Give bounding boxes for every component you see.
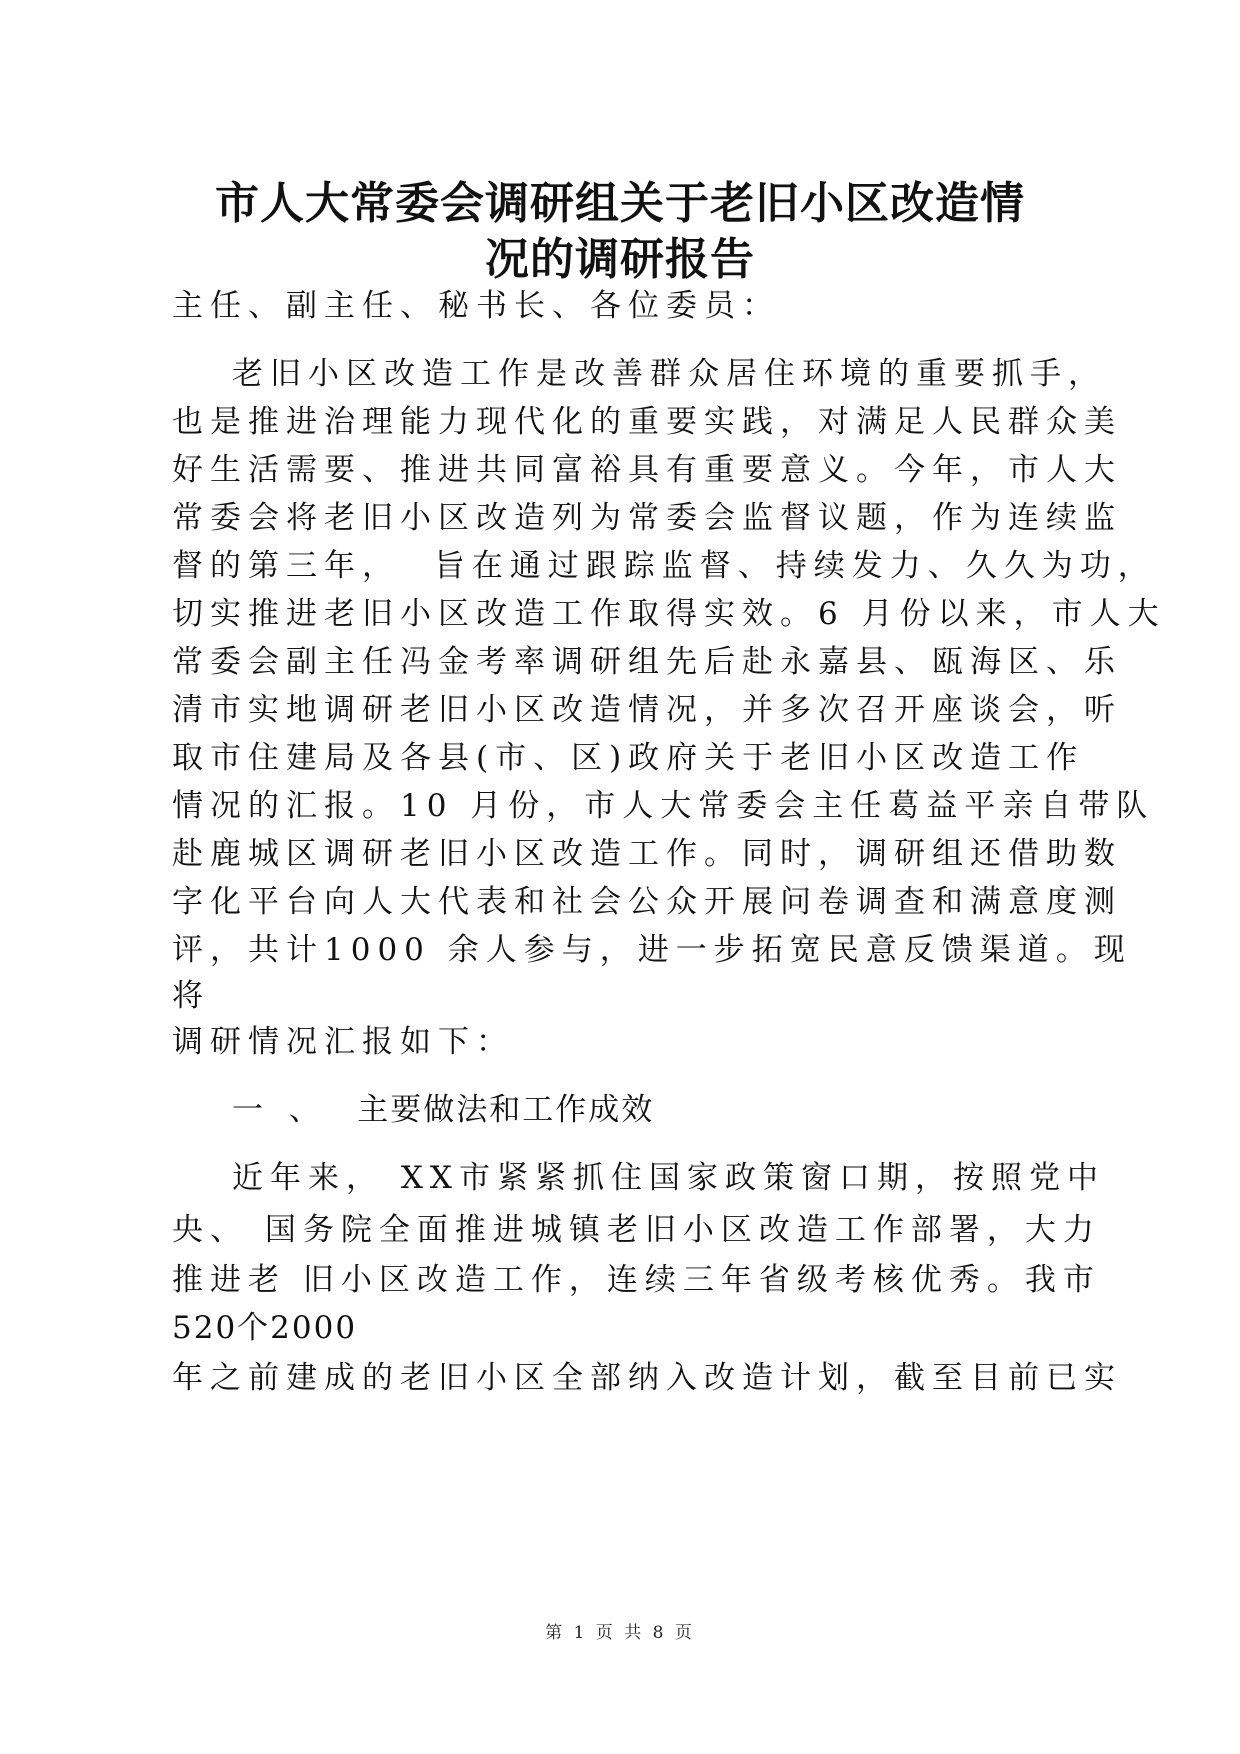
paragraph1-line: 取市住建局及各县(市、区)政府关于老旧小区改造工作 bbox=[172, 740, 1085, 776]
paragraph1-line: 切实推进老旧小区改造工作取得实效。6 月份以来，市人大 bbox=[172, 596, 1166, 632]
paragraph1-line: 好生活需要、推进共同富裕具有重要意义。今年，市人大 bbox=[172, 452, 1122, 488]
paragraph1-line: 也是推进治理能力现代化的重要实践，对满足人民群众美 bbox=[172, 404, 1122, 440]
salutation: 主任、副主任、秘书长、各位委员： bbox=[172, 288, 780, 324]
paragraph1-line: 督的第三年， 旨在通过跟踪监督、持续发力、久久为功， bbox=[172, 548, 1156, 584]
paragraph1-line: 情况的汇报。10 月份，市人大常委会主任葛益平亲自带队 bbox=[172, 788, 1155, 824]
paragraph1-line: 赴鹿城区调研老旧小区改造工作。同时，调研组还借助数 bbox=[172, 836, 1122, 872]
document-title-line-2: 况的调研报告 bbox=[485, 234, 755, 285]
paragraph2-line: 年之前建成的老旧小区全部纳入改造计划，截至目前已实 bbox=[172, 1360, 1122, 1396]
section-heading: 一 、 主要做法和工作成效 bbox=[232, 1092, 655, 1128]
paragraph1-line: 调研情况汇报如下： bbox=[172, 1024, 514, 1060]
paragraph2-line: 推进老 旧小区改造工作，连续三年省级考核优秀。我市 bbox=[172, 1262, 1101, 1298]
paragraph1-line: 将 bbox=[172, 978, 210, 1014]
paragraph2-line: 近年来， XX市紧紧抓住国家政策窗口期，按照党中 bbox=[232, 1160, 1105, 1196]
paragraph1-line: 评，共计1000 余人参与，进一步拓宽民意反馈渠道。现 bbox=[172, 932, 1132, 968]
paragraph1-line: 清市实地调研老旧小区改造情况，并多次召开座谈会，听 bbox=[172, 692, 1122, 728]
document-title-line-1: 市人大常委会调研组关于老旧小区改造情 bbox=[215, 178, 1025, 229]
paragraph2-line: 央、 国务院全面推进城镇老旧小区改造工作部署，大力 bbox=[172, 1212, 1101, 1248]
paragraph1-line: 常委会副主任冯金考率调研组先后赴永嘉县、瓯海区、乐 bbox=[172, 644, 1122, 680]
paragraph1-line: 老旧小区改造工作是改善群众居住环境的重要抓手， bbox=[232, 356, 1106, 392]
paragraph1-line: 常委会将老旧小区改造列为常委会监督议题，作为连续监 bbox=[172, 500, 1122, 536]
paragraph2-line: 520个2000 bbox=[172, 1310, 358, 1346]
paragraph1-line: 字化平台向人大代表和社会公众开展问卷调查和满意度测 bbox=[172, 884, 1122, 920]
page-number-footer: 第 1 页 共 8 页 bbox=[545, 1623, 695, 1643]
